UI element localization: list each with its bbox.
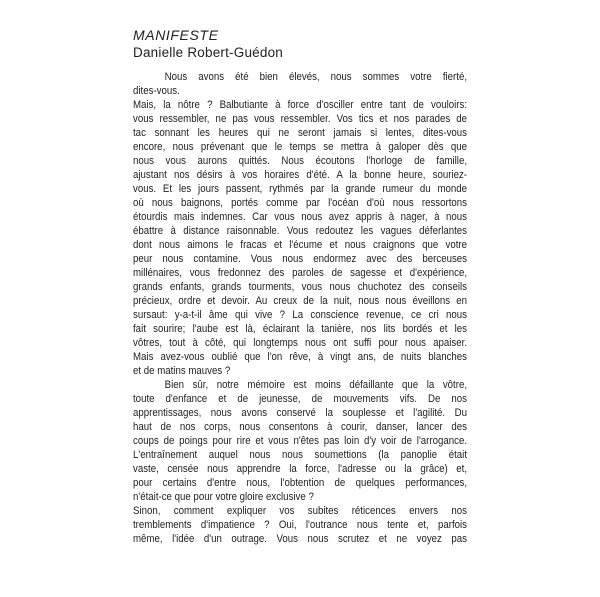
- text-line: même, l'idée d'un outrage. Vous nous scrutez et ne voyez pas: [133, 533, 468, 545]
- text-line: grands enfants, grands tourments, vous nous chuchotez des conseils: [133, 281, 468, 293]
- text-line: peur nous contamine. Vous nous endormez avec des berceuses: [133, 253, 468, 265]
- text-line: ajustant nos désirs à vos horaires d'été. A la bonne heure, souriez-: [133, 169, 468, 181]
- text-line: vôtres, tout à côté, qui longtemps nous ont suffi pour nous apaiser.: [133, 337, 468, 349]
- text-line: Nous avons été bien élevés, nous sommes votre fierté,: [164, 71, 468, 83]
- text-line: tac sonnant les heures qui ne seront jamais si lentes, dites-vous: [133, 127, 468, 139]
- text-line: où nous baignons, portés comme par l'océan d'où nous ressortons: [133, 197, 468, 209]
- text-line: précieux, ordre et devoir. Au creux de la nuit, nous nous éveillons en: [133, 295, 468, 307]
- text-line: tremblements d'impatience ? Oui, l'outrance nous tente et, parfois: [133, 519, 468, 531]
- text-line: vous. Et les jours passent, rythmés par la grande rumeur du monde: [133, 183, 468, 195]
- text-line: millénaires, vous fredonnez des paroles de sagesse et d'expérience,: [133, 267, 468, 279]
- text-block: [133, 27, 467, 546]
- text-line: étourdis mais indemnes. Car vous nous avez appris à nager, à nous: [133, 211, 468, 223]
- text-line: coups de poings pour rire et vous n'êtes pas loin d'y voir de l'arrogance.: [133, 435, 468, 447]
- document-body: [133, 70, 467, 546]
- text-line: ébattre à distance raisonnable. Vous redoutez les vagues déferlantes: [133, 225, 468, 237]
- text-line: vous ressembler, ne pas vous ressembler. Vos tics et nos parades de: [133, 113, 468, 125]
- text-line: dont nous aimons le fracas et l'écume et nous craignons que votre: [133, 239, 468, 251]
- text-line: n'était-ce que pour votre gloire exclusive ?: [133, 491, 314, 503]
- text-line: apprentissages, nous avons conservé la souplesse et l'agilité. Du: [133, 407, 468, 419]
- text-line: dites-vous.: [133, 85, 180, 97]
- text-line: et de matins mauves ?: [133, 365, 231, 377]
- text-line: vaste, censée nous apprendre la force, l'adresse ou la grâce) et,: [133, 463, 468, 475]
- text-line: Sinon, comment expliquer vos subites réticences envers nos: [133, 505, 468, 517]
- document-author: Danielle Robert-Guédon: [133, 45, 283, 60]
- document-title: MANIFESTE: [133, 27, 219, 43]
- text-line: L'entraînement auquel nous nous soumettions (la panoplie était: [133, 449, 468, 461]
- text-line: haut de nos corps, nous consentons à courir, danser, lancer des: [133, 421, 468, 433]
- text-line: Bien sûr, notre mémoire est moins défaillante que la vôtre,: [164, 379, 468, 391]
- text-line: sursaut: y-a-t-il âme qui vive ? La conscience revenue, ce cri nous: [133, 309, 468, 321]
- text-line: encore, nous prévenant que le temps se mettra à galoper dès que: [133, 141, 468, 153]
- text-line: nous vous aurons quittés. Nous écoutons l'horloge de famille,: [133, 155, 468, 167]
- text-line: Mais avez-vous oublié que l'on rêve, à vingt ans, de nuits blanches: [133, 351, 468, 363]
- text-line: pour certains d'entre nous, l'obtention de quelques performances,: [133, 477, 468, 489]
- text-line: Mais, la nôtre ? Balbutiante à force d'osciller entre tant de vouloirs:: [133, 99, 468, 111]
- text-line: fait sourire; l'aube est là, éclairant la tanière, nos lits bordés et les: [133, 323, 468, 335]
- text-line: toute d'enfance et de jeunesse, de mouvements vifs. De nos: [133, 393, 468, 405]
